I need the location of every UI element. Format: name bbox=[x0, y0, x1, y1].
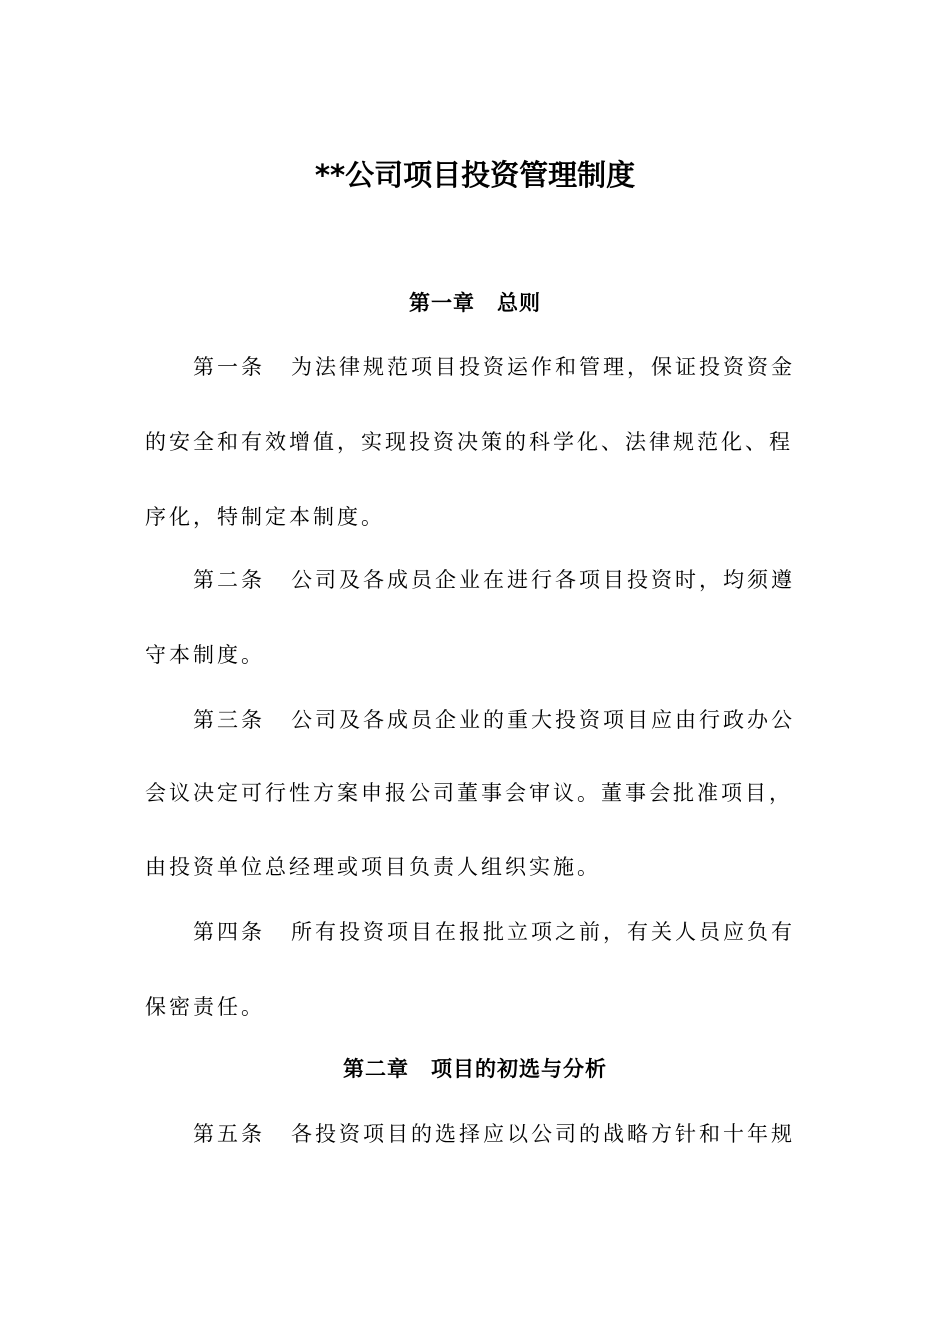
article-3-text-1: 公司及各成员企业的重大投资项目应由行政办公 bbox=[291, 708, 795, 732]
article-1-line-3: 序化，特制定本制度。 bbox=[145, 505, 385, 529]
article-3-line-3: 由投资单位总经理或项目负责人组织实施。 bbox=[145, 855, 601, 879]
article-4-text-1: 所有投资项目在报批立项之前，有关人员应负有 bbox=[291, 920, 795, 944]
chapter-1-heading: 第一章 总则 bbox=[409, 291, 541, 315]
article-2-line-1 bbox=[193, 565, 810, 595]
article-5-label: 第五条 bbox=[193, 1122, 265, 1146]
article-3-line-2: 会议决定可行性方案申报公司董事会审议。董事会批准项目， bbox=[145, 781, 793, 805]
article-2-text-1: 公司及各成员企业在进行各项目投资时，均须遵 bbox=[291, 568, 795, 592]
article-4-line-2: 保密责任。 bbox=[145, 995, 265, 1019]
document-title: **公司项目投资管理制度 bbox=[314, 158, 636, 192]
article-2-line-2: 守本制度。 bbox=[145, 643, 265, 667]
article-1-text-1: 为法律规范项目投资运作和管理，保证投资资金 bbox=[291, 355, 795, 379]
article-3-line-1 bbox=[193, 705, 810, 735]
article-1-label: 第一条 bbox=[193, 355, 265, 379]
article-1-line-2: 的安全和有效增值，实现投资决策的科学化、法律规范化、程 bbox=[145, 430, 793, 454]
article-5-text-1: 各投资项目的选择应以公司的战略方针和十年规 bbox=[291, 1122, 795, 1146]
article-4-label: 第四条 bbox=[193, 920, 265, 944]
article-1-line-1 bbox=[193, 352, 810, 382]
article-4-line-1 bbox=[193, 917, 810, 947]
article-5-line-1 bbox=[193, 1119, 810, 1149]
chapter-2-heading: 第二章 项目的初选与分析 bbox=[343, 1057, 607, 1081]
article-2-label: 第二条 bbox=[193, 568, 265, 592]
article-3-label: 第三条 bbox=[193, 708, 265, 732]
